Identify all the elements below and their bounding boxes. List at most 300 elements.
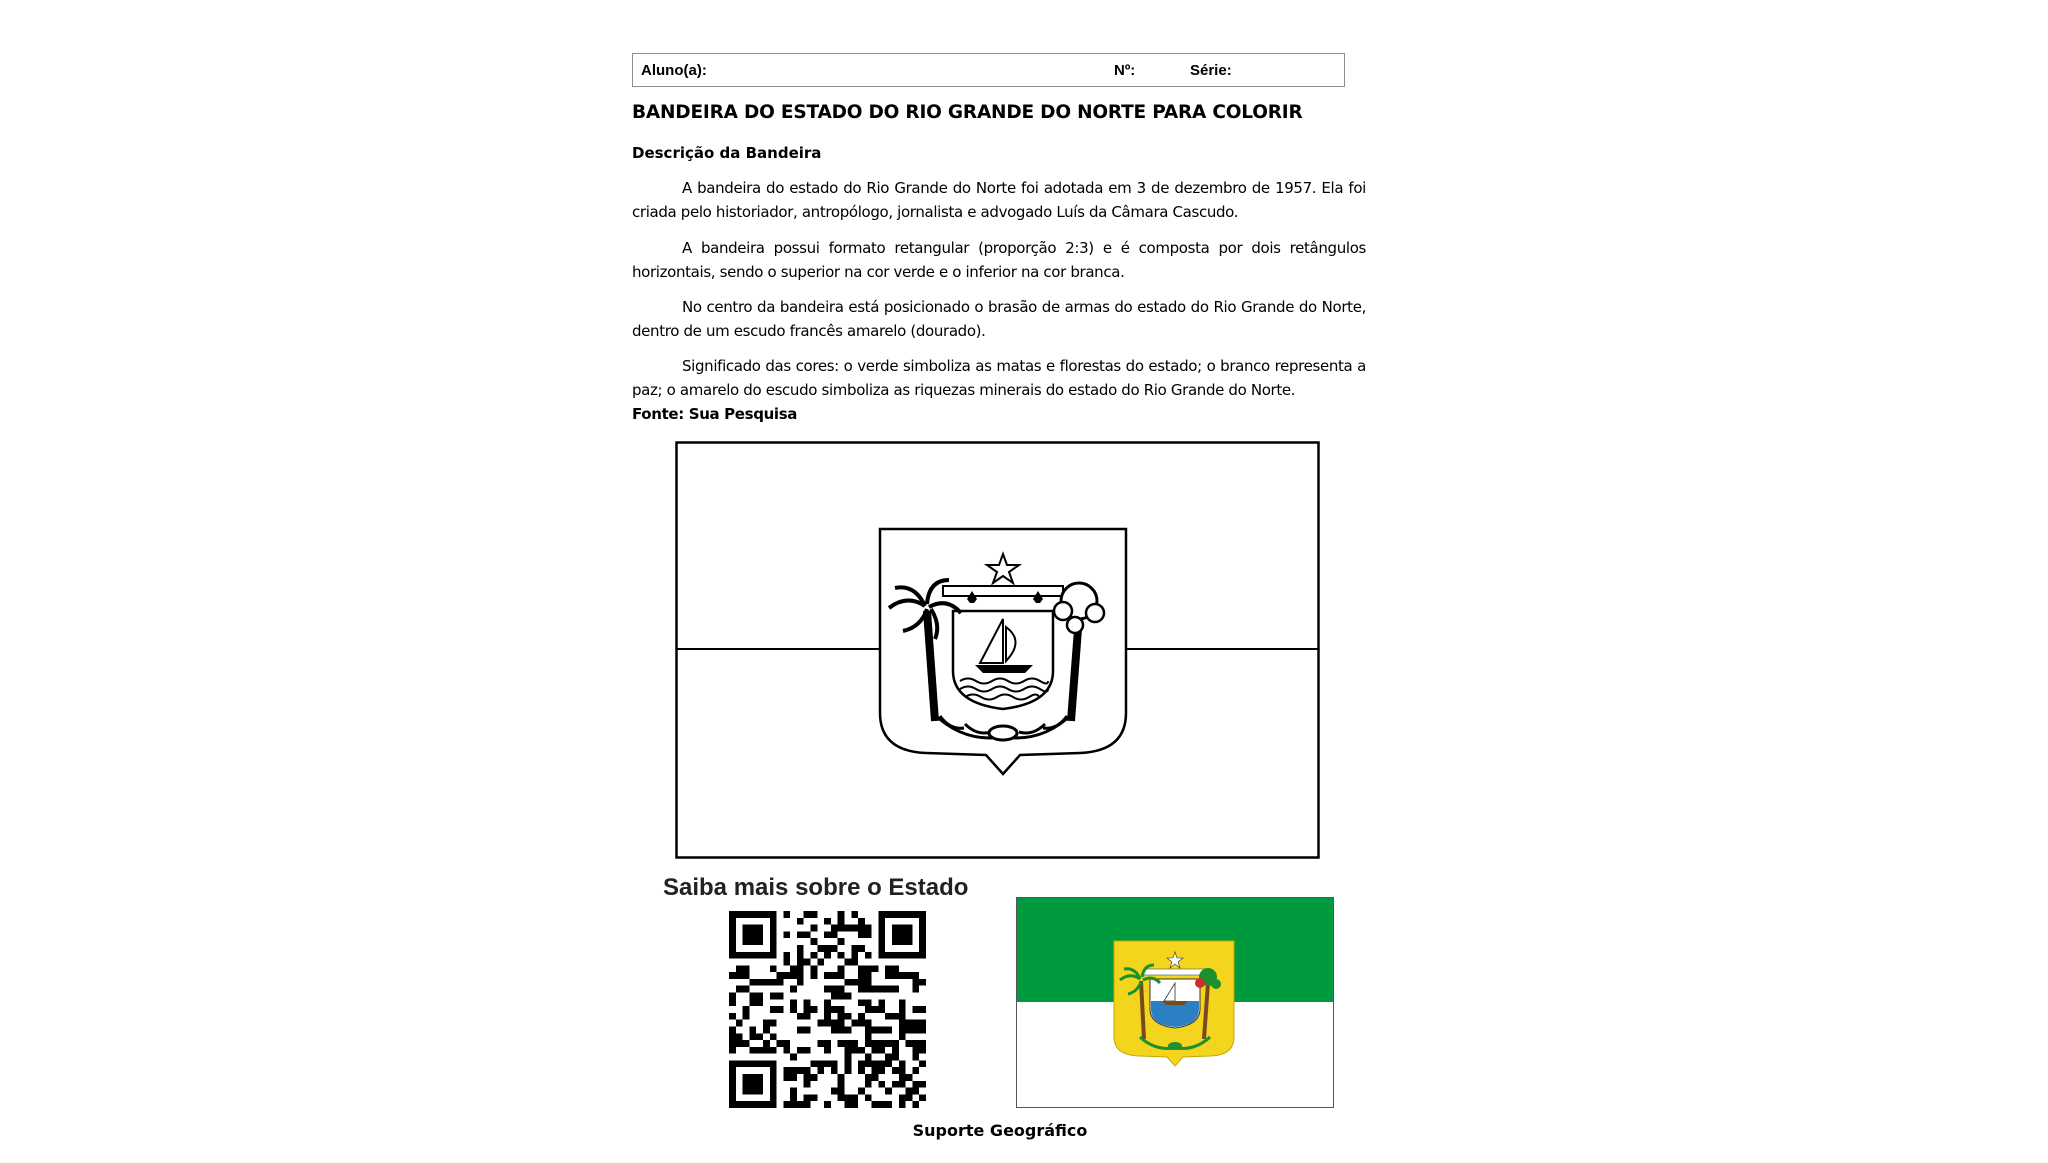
qr-module bbox=[838, 925, 845, 932]
qr-module bbox=[892, 1040, 899, 1047]
qr-module bbox=[749, 938, 756, 945]
qr-code[interactable] bbox=[729, 911, 926, 1108]
qr-module bbox=[790, 1067, 797, 1074]
qr-module bbox=[804, 999, 811, 1006]
qr-module bbox=[729, 1047, 736, 1054]
qr-module bbox=[804, 1067, 811, 1074]
qr-module bbox=[756, 1081, 763, 1088]
qr-module bbox=[729, 918, 736, 925]
qr-module bbox=[804, 1013, 811, 1020]
qr-module bbox=[919, 945, 926, 952]
qr-module bbox=[763, 1026, 770, 1033]
qr-module bbox=[858, 925, 865, 932]
qr-module bbox=[797, 931, 804, 938]
qr-module bbox=[756, 938, 763, 945]
qr-module bbox=[831, 1067, 838, 1074]
qr-module bbox=[831, 1026, 838, 1033]
qr-module bbox=[729, 993, 736, 1000]
qr-module bbox=[906, 952, 913, 959]
student-number-label: Nº: bbox=[1114, 62, 1136, 79]
qr-module bbox=[872, 1101, 879, 1108]
qr-module bbox=[743, 1088, 750, 1095]
qr-module bbox=[756, 1060, 763, 1067]
qr-module bbox=[824, 1047, 831, 1054]
coat-of-arms-outline bbox=[880, 529, 1126, 774]
qr-module bbox=[831, 972, 838, 979]
qr-module bbox=[831, 1088, 838, 1095]
qr-module bbox=[838, 993, 845, 1000]
qr-module bbox=[872, 986, 879, 993]
qr-module bbox=[858, 965, 865, 972]
qr-module bbox=[770, 965, 777, 972]
qr-module bbox=[892, 1081, 899, 1088]
qr-module bbox=[858, 1067, 865, 1074]
qr-module bbox=[919, 918, 926, 925]
section-subtitle: Descrição da Bandeira bbox=[632, 144, 822, 162]
qr-module bbox=[919, 952, 926, 959]
qr-module bbox=[899, 911, 906, 918]
qr-module bbox=[858, 1047, 865, 1054]
qr-module bbox=[749, 993, 756, 1000]
qr-module bbox=[906, 925, 913, 932]
qr-module bbox=[919, 1081, 926, 1088]
qr-module bbox=[906, 1094, 913, 1101]
qr-module bbox=[811, 1094, 818, 1101]
qr-module bbox=[865, 1081, 872, 1088]
qr-module bbox=[878, 1047, 885, 1054]
qr-module bbox=[906, 911, 913, 918]
qr-module bbox=[899, 1101, 906, 1108]
qr-module bbox=[783, 1074, 790, 1081]
qr-module bbox=[878, 925, 885, 932]
qr-module bbox=[804, 931, 811, 938]
qr-module bbox=[892, 1054, 899, 1061]
qr-module bbox=[811, 965, 818, 972]
qr-module bbox=[824, 1013, 831, 1020]
qr-module bbox=[912, 1006, 919, 1013]
coat-of-arms-color bbox=[1114, 941, 1234, 1066]
qr-module bbox=[912, 972, 919, 979]
qr-module bbox=[919, 1060, 926, 1067]
qr-module bbox=[912, 1081, 919, 1088]
qr-module bbox=[729, 1074, 736, 1081]
qr-module bbox=[838, 952, 845, 959]
qr-module bbox=[872, 1026, 879, 1033]
qr-module bbox=[872, 1067, 879, 1074]
qr-module bbox=[912, 1040, 919, 1047]
qr-module bbox=[797, 1067, 804, 1074]
qr-module bbox=[892, 1047, 899, 1054]
qr-module bbox=[858, 1088, 865, 1095]
qr-module bbox=[906, 1088, 913, 1095]
qr-module bbox=[743, 938, 750, 945]
qr-module bbox=[756, 1101, 763, 1108]
qr-module bbox=[824, 1101, 831, 1108]
qr-module bbox=[770, 918, 777, 925]
qr-module bbox=[872, 1074, 879, 1081]
qr-module bbox=[838, 1013, 845, 1020]
qr-module bbox=[729, 931, 736, 938]
qr-module bbox=[804, 1026, 811, 1033]
qr-module bbox=[865, 931, 872, 938]
qr-module bbox=[851, 952, 858, 959]
qr-module bbox=[858, 1020, 865, 1027]
qr-module bbox=[831, 931, 838, 938]
qr-module bbox=[770, 931, 777, 938]
qr-module bbox=[885, 965, 892, 972]
qr-module bbox=[790, 972, 797, 979]
qr-module bbox=[749, 1026, 756, 1033]
qr-module bbox=[878, 945, 885, 952]
qr-module bbox=[919, 931, 926, 938]
qr-module bbox=[824, 986, 831, 993]
qr-module bbox=[878, 952, 885, 959]
qr-module bbox=[797, 918, 804, 925]
qr-module bbox=[729, 972, 736, 979]
qr-module bbox=[899, 938, 906, 945]
qr-module bbox=[899, 1074, 906, 1081]
qr-module bbox=[892, 972, 899, 979]
qr-module bbox=[919, 925, 926, 932]
qr-module bbox=[899, 1020, 906, 1027]
qr-module bbox=[777, 1006, 784, 1013]
qr-module bbox=[770, 1101, 777, 1108]
qr-module bbox=[892, 938, 899, 945]
qr-module bbox=[763, 979, 770, 986]
qr-module bbox=[844, 1067, 851, 1074]
qr-module bbox=[831, 986, 838, 993]
qr-module bbox=[763, 952, 770, 959]
qr-module bbox=[899, 999, 906, 1006]
qr-module bbox=[885, 1088, 892, 1095]
qr-module bbox=[756, 1047, 763, 1054]
qr-module bbox=[749, 1074, 756, 1081]
qr-module bbox=[756, 979, 763, 986]
qr-module bbox=[838, 1040, 845, 1047]
qr-module bbox=[899, 931, 906, 938]
qr-module bbox=[743, 911, 750, 918]
qr-module bbox=[777, 1040, 784, 1047]
qr-module bbox=[811, 925, 818, 932]
qr-module bbox=[736, 965, 743, 972]
qr-module bbox=[878, 1060, 885, 1067]
qr-module bbox=[729, 1033, 736, 1040]
qr-module bbox=[770, 1081, 777, 1088]
qr-module bbox=[817, 1067, 824, 1074]
qr-module bbox=[851, 1040, 858, 1047]
qr-module bbox=[749, 911, 756, 918]
qr-module bbox=[912, 1054, 919, 1061]
qr-module bbox=[770, 1074, 777, 1081]
qr-module bbox=[756, 925, 763, 932]
qr-module bbox=[743, 931, 750, 938]
qr-module bbox=[865, 1020, 872, 1027]
qr-module bbox=[811, 911, 818, 918]
qr-module bbox=[777, 972, 784, 979]
qr-module bbox=[797, 979, 804, 986]
qr-module bbox=[892, 1067, 899, 1074]
qr-module bbox=[811, 1060, 818, 1067]
qr-module bbox=[858, 931, 865, 938]
qr-module bbox=[817, 1020, 824, 1027]
qr-module bbox=[729, 925, 736, 932]
qr-module bbox=[749, 979, 756, 986]
qr-module bbox=[878, 1101, 885, 1108]
qr-module bbox=[865, 965, 872, 972]
qr-module bbox=[749, 999, 756, 1006]
qr-module bbox=[872, 1006, 879, 1013]
rio-grande-do-norte-flag bbox=[1016, 897, 1334, 1108]
qr-module bbox=[899, 972, 906, 979]
student-info-box bbox=[632, 53, 1345, 87]
qr-module bbox=[797, 1047, 804, 1054]
qr-module bbox=[736, 952, 743, 959]
qr-module bbox=[770, 1020, 777, 1027]
qr-module bbox=[736, 972, 743, 979]
qr-module bbox=[912, 1026, 919, 1033]
qr-module bbox=[804, 1074, 811, 1081]
qr-module bbox=[824, 1060, 831, 1067]
qr-module bbox=[743, 1006, 750, 1013]
qr-module bbox=[817, 945, 824, 952]
qr-module bbox=[763, 1040, 770, 1047]
qr-module bbox=[777, 993, 784, 1000]
qr-module bbox=[912, 1047, 919, 1054]
qr-module bbox=[912, 986, 919, 993]
qr-module bbox=[865, 925, 872, 932]
qr-module bbox=[844, 1060, 851, 1067]
qr-module bbox=[783, 1040, 790, 1047]
qr-module bbox=[831, 1006, 838, 1013]
qr-module bbox=[892, 986, 899, 993]
qr-module bbox=[749, 1081, 756, 1088]
qr-module bbox=[743, 1081, 750, 1088]
qr-module bbox=[804, 1101, 811, 1108]
qr-module bbox=[906, 1074, 913, 1081]
paragraph-text: A bandeira possui formato retangular (proporção 2:3) e é composta por dois retângulos horizontais, sendo o superior na cor verde e o inferior na cor branca. bbox=[632, 239, 1366, 281]
paragraph-text: Significado das cores: o verde simboliza as matas e florestas do estado; o branco representa a paz; o amarelo do escudo simboliza as riquezas minerais do estado do Rio Grande do Norte. bbox=[632, 357, 1366, 399]
qr-module bbox=[831, 945, 838, 952]
qr-module bbox=[899, 1013, 906, 1020]
coloring-flag-outline bbox=[675, 441, 1320, 859]
qr-module bbox=[824, 1006, 831, 1013]
qr-module bbox=[912, 1088, 919, 1095]
qr-module bbox=[763, 1047, 770, 1054]
qr-module bbox=[729, 1101, 736, 1108]
qr-module bbox=[797, 965, 804, 972]
qr-module bbox=[749, 1033, 756, 1040]
qr-module bbox=[831, 993, 838, 1000]
qr-module bbox=[790, 965, 797, 972]
paragraph-adoption bbox=[632, 176, 1366, 224]
qr-module bbox=[865, 1054, 872, 1061]
source-label: Fonte: Sua Pesquisa bbox=[632, 405, 798, 423]
qr-module bbox=[865, 979, 872, 986]
qr-module bbox=[844, 1040, 851, 1047]
qr-module bbox=[797, 945, 804, 952]
qr-module bbox=[858, 1060, 865, 1067]
qr-module bbox=[885, 986, 892, 993]
qr-module bbox=[906, 938, 913, 945]
qr-module bbox=[885, 1040, 892, 1047]
qr-module bbox=[736, 1060, 743, 1067]
qr-module bbox=[912, 1020, 919, 1027]
qr-module bbox=[783, 1047, 790, 1054]
qr-module bbox=[892, 931, 899, 938]
qr-module bbox=[770, 938, 777, 945]
qr-module bbox=[743, 1040, 750, 1047]
qr-module bbox=[844, 1054, 851, 1061]
qr-module bbox=[749, 1060, 756, 1067]
qr-module bbox=[919, 1020, 926, 1027]
footer-credit: Suporte Geográfico bbox=[912, 1121, 1088, 1140]
qr-module bbox=[770, 1047, 777, 1054]
qr-module bbox=[878, 1026, 885, 1033]
qr-module bbox=[906, 1020, 913, 1027]
qr-module bbox=[770, 1088, 777, 1095]
student-grade-label: Série: bbox=[1190, 62, 1232, 79]
qr-module bbox=[851, 945, 858, 952]
qr-module bbox=[844, 979, 851, 986]
qr-module bbox=[749, 952, 756, 959]
qr-module bbox=[838, 938, 845, 945]
qr-module bbox=[736, 911, 743, 918]
qr-module bbox=[729, 1094, 736, 1101]
qr-module bbox=[851, 1047, 858, 1054]
qr-module bbox=[844, 1101, 851, 1108]
qr-module bbox=[824, 945, 831, 952]
qr-module bbox=[797, 952, 804, 959]
qr-module bbox=[872, 1060, 879, 1067]
qr-module bbox=[831, 1060, 838, 1067]
qr-module bbox=[797, 972, 804, 979]
qr-module bbox=[763, 1060, 770, 1067]
qr-module bbox=[729, 911, 736, 918]
qr-module bbox=[729, 999, 736, 1006]
qr-module bbox=[838, 1026, 845, 1033]
qr-module bbox=[878, 986, 885, 993]
qr-module bbox=[831, 925, 838, 932]
qr-module bbox=[797, 1101, 804, 1108]
qr-module bbox=[729, 938, 736, 945]
qr-module bbox=[865, 999, 872, 1006]
qr-module bbox=[851, 979, 858, 986]
qr-module bbox=[906, 972, 913, 979]
qr-module bbox=[899, 1094, 906, 1101]
qr-module bbox=[749, 931, 756, 938]
qr-module bbox=[783, 1101, 790, 1108]
qr-module bbox=[906, 931, 913, 938]
qr-module bbox=[756, 999, 763, 1006]
qr-module bbox=[729, 1067, 736, 1074]
qr-module bbox=[912, 1067, 919, 1074]
qr-module bbox=[899, 1067, 906, 1074]
qr-module bbox=[906, 1026, 913, 1033]
qr-module bbox=[872, 1040, 879, 1047]
qr-module bbox=[770, 1067, 777, 1074]
qr-module bbox=[743, 1074, 750, 1081]
qr-module bbox=[763, 911, 770, 918]
qr-module bbox=[899, 952, 906, 959]
qr-module bbox=[811, 952, 818, 959]
qr-module bbox=[770, 1033, 777, 1040]
qr-module bbox=[851, 925, 858, 932]
qr-module bbox=[729, 945, 736, 952]
qr-module bbox=[858, 999, 865, 1006]
qr-module bbox=[824, 952, 831, 959]
qr-module bbox=[756, 1074, 763, 1081]
qr-module bbox=[885, 1101, 892, 1108]
qr-module bbox=[838, 918, 845, 925]
qr-module bbox=[756, 952, 763, 959]
qr-module bbox=[878, 1067, 885, 1074]
qr-module bbox=[838, 1006, 845, 1013]
qr-module bbox=[858, 918, 865, 925]
qr-module bbox=[743, 1060, 750, 1067]
qr-module bbox=[790, 1101, 797, 1108]
qr-module bbox=[919, 938, 926, 945]
qr-module bbox=[790, 1088, 797, 1095]
qr-module bbox=[763, 1101, 770, 1108]
qr-module bbox=[885, 1013, 892, 1020]
qr-module bbox=[899, 1026, 906, 1033]
page-title: BANDEIRA DO ESTADO DO RIO GRANDE DO NORTE PARA COLORIR bbox=[632, 102, 1303, 123]
qr-module bbox=[919, 911, 926, 918]
qr-module bbox=[783, 931, 790, 938]
qr-module bbox=[912, 952, 919, 959]
qr-module bbox=[770, 1006, 777, 1013]
qr-module bbox=[899, 1081, 906, 1088]
qr-module bbox=[878, 938, 885, 945]
qr-module bbox=[865, 1094, 872, 1101]
qr-module bbox=[899, 925, 906, 932]
qr-module bbox=[858, 979, 865, 986]
qr-module bbox=[770, 945, 777, 952]
qr-module bbox=[749, 1047, 756, 1054]
qr-module bbox=[919, 979, 926, 986]
qr-module bbox=[736, 1101, 743, 1108]
qr-module bbox=[919, 1047, 926, 1054]
qr-module bbox=[885, 972, 892, 979]
qr-module bbox=[899, 1006, 906, 1013]
qr-module bbox=[865, 972, 872, 979]
qr-module bbox=[838, 1020, 845, 1027]
qr-module bbox=[729, 1081, 736, 1088]
qr-module bbox=[878, 1040, 885, 1047]
qr-module bbox=[885, 1060, 892, 1067]
qr-module bbox=[838, 1074, 845, 1081]
qr-module bbox=[770, 911, 777, 918]
qr-module bbox=[729, 1060, 736, 1067]
qr-module bbox=[756, 993, 763, 1000]
qr-module bbox=[817, 959, 824, 966]
qr-module bbox=[838, 1088, 845, 1095]
qr-module bbox=[892, 1013, 899, 1020]
qr-module bbox=[743, 925, 750, 932]
qr-module bbox=[783, 972, 790, 979]
qr-module bbox=[851, 1101, 858, 1108]
qr-module bbox=[770, 952, 777, 959]
paragraph-colors bbox=[632, 354, 1366, 426]
qr-module bbox=[878, 931, 885, 938]
qr-module bbox=[804, 1094, 811, 1101]
qr-module bbox=[729, 1088, 736, 1095]
qr-module bbox=[770, 925, 777, 932]
qr-module bbox=[912, 911, 919, 918]
qr-module bbox=[865, 1006, 872, 1013]
qr-module bbox=[865, 1074, 872, 1081]
qr-module bbox=[899, 1033, 906, 1040]
